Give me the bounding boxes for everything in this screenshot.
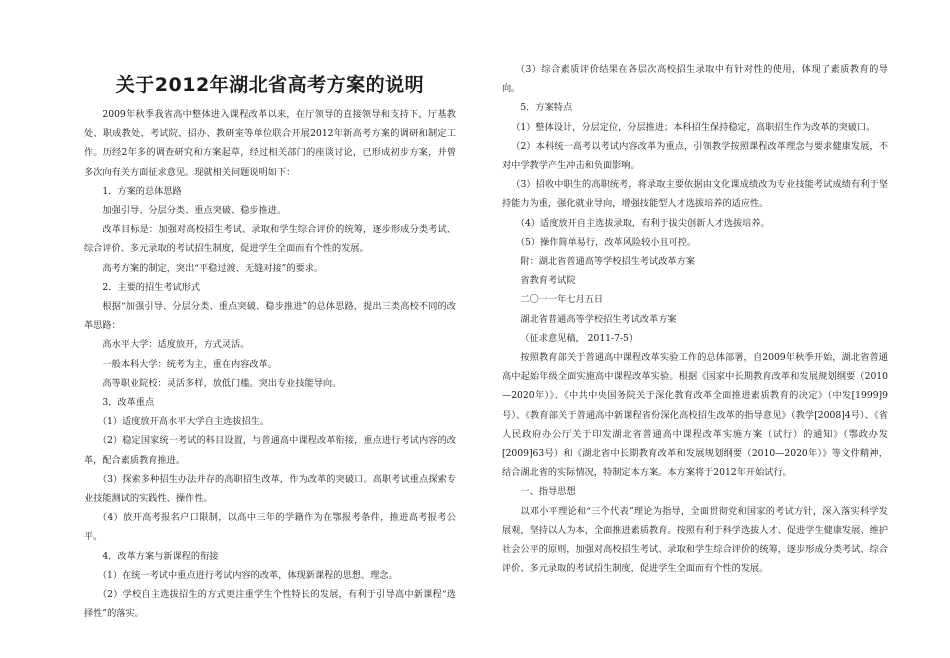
left-paragraph: 改革目标是：加强对高校招生考试、录取和学生综合评价的统筹，逐步形成分类考试、综合评价、多元录取的考试招生制度，促进学生全面而有个性的发展。 [84,224,456,255]
right-body [502,60,888,578]
left-paragraph: 根据“加强引导、分层分类、重点突破、稳步推进”的总体思路，提出三类高校不同的改革思路： [84,301,456,332]
right-paragraph: （3）综合素质评价结果在各层次高校招生录取中有针对性的使用，体现了素质教育的导向。 [502,64,888,95]
left-paragraph: 3．改革重点 [102,397,155,409]
right-paragraph: （1）整体设计，分层定位，分层推进；本科招生保持稳定，高职招生作为改革的突破口。 [511,121,876,133]
right-paragraph: （5）操作简单易行，改革风险较小且可控。 [515,236,697,248]
left-paragraph: （2）稳定国家统一考试的科目设置，与普通高中课程改革衔接，重点进行考试内容的改革，配合素质教育推进。 [84,435,456,466]
right-column [502,60,888,578]
left-paragraph: 高等职业院校：灵活多样，放低门槛。突出专业技能导向。 [102,377,342,389]
right-paragraph: （2）本科统一高考以考试内容改革为重点，引领教学按照课程改革理念与要求健康发展，不对中学教学产生冲击和负面影响。 [502,140,888,172]
right-paragraph: 一、指导思想 [520,486,576,498]
left-paragraph: 1．方案的总体思路 [102,185,182,197]
right-paragraph: 以邓小平理论和“三个代表”理论为指导，全面贯彻党和国家的考试方针，深入落实科学发展观，坚持以人为本，全面推进素质教育。按照有利于科学选拔人才、促进学生健康发展、维护社会公平的原则，加强对高校招生考试、录取和学生综合评价的统筹，逐步形成分类考试、综合评价、多元录取的考试招生制度，促进学生全面而有个性的发展。 [502,505,888,575]
left-paragraph: （4）放开高考报名户口限制，以高中三年的学籍作为在鄂报考条件，推进高考报考公平。 [84,512,456,543]
document-title: 关于2012年湖北省高考方案的说明 [115,74,425,96]
right-paragraph: 5．方案特点 [520,102,573,114]
left-paragraph: 高水平大学：适度放开，方式灵活。 [102,339,250,351]
right-paragraph: 省教育考试院 [520,275,576,287]
left-paragraph: 2009年秋季我省高中整体进入课程改革以来，在厅领导的直接领导和支持下，厅基教处、职成教处、考试院、招办、教研室等单位联合开展2012年新高考方案的调研和制定工作。历经2年多的调查研究和方案起草，经过相关部门的座谈讨论，已形成初步方案，并曾多次向有关方面征求意见。现就相关问题说明如下： [84,109,456,178]
right-paragraph: （征求意见稿， 2011-7-5） [520,332,639,344]
right-paragraph: （4）适度放开自主选拔录取，有利于拔尖创新人才选拔培养。 [515,217,770,229]
right-paragraph: （3）招收中职生的高职统考，将录取主要依据由文化课成绩改为专业技能考试成绩有利于坚持能力为重，强化就业导向，增强技能型人才选拔培养的适应性。 [502,179,888,210]
left-paragraph: 4．改革方案与新课程的衔接 [102,550,219,562]
right-paragraph: 按照教育部关于普通高中课程改革实验工作的总体部署，自2009年秋季开始，湖北省普通高中起始年级全面实施高中课程改革实验。根据《国家中长期教育改革和发展规划纲要（2010—2020年）》、《中共中央国务院关于深化教育改革全面推进素质教育的决定》（中发[1999]9号）、《教育部关于普通高中新课程省份深化高校招生改革的指导意见》（教学[2008]4号）、《省人民政府办公厅关于印发湖北省普通高中课程改革实施方案（试行）的通知》（鄂政办发[2009]63号）和《湖北省中长期教育改革和发展规划纲要（2010—2020年）》等文件精神，结合湖北省的实际情况，特制定本方案。本方案将于2012年开始试行。 [502,352,888,479]
left-paragraph: （3）探索多种招生办法并存的高职招生改革，作为改革的突破口。高职考试重点探索专业技能测试的实践性、操作性。 [84,473,456,505]
right-paragraph: 附：湖北省普通高等学校招生考试改革方案 [520,256,695,268]
left-paragraph: 一般本科大学：统考为主，重在内容改革。 [102,358,277,370]
left-paragraph: （1）适度放开高水平大学自主选拔招生。 [97,416,270,428]
left-body [84,105,456,623]
left-paragraph: 2．主要的招生考试形式 [102,281,201,293]
left-paragraph: （2）学校自主选拔招生的方式更注重学生个性特长的发展，有利于引导高中新课程“选择性”的落实。 [84,589,456,620]
left-paragraph: （1）在统一考试中重点进行考试内容的改革，体现新课程的思想、理念。 [97,569,398,581]
left-paragraph: 高考方案的制定，突出“平稳过渡、无缝对接”的要求。 [102,262,324,274]
right-paragraph: 湖北省普通高等学校招生考试改革方案 [520,313,677,325]
right-paragraph: 二〇一一年七月五日 [520,294,604,306]
left-paragraph: 加强引导、分层分类、重点突破、稳步推进。 [102,205,287,217]
left-column [84,60,456,623]
